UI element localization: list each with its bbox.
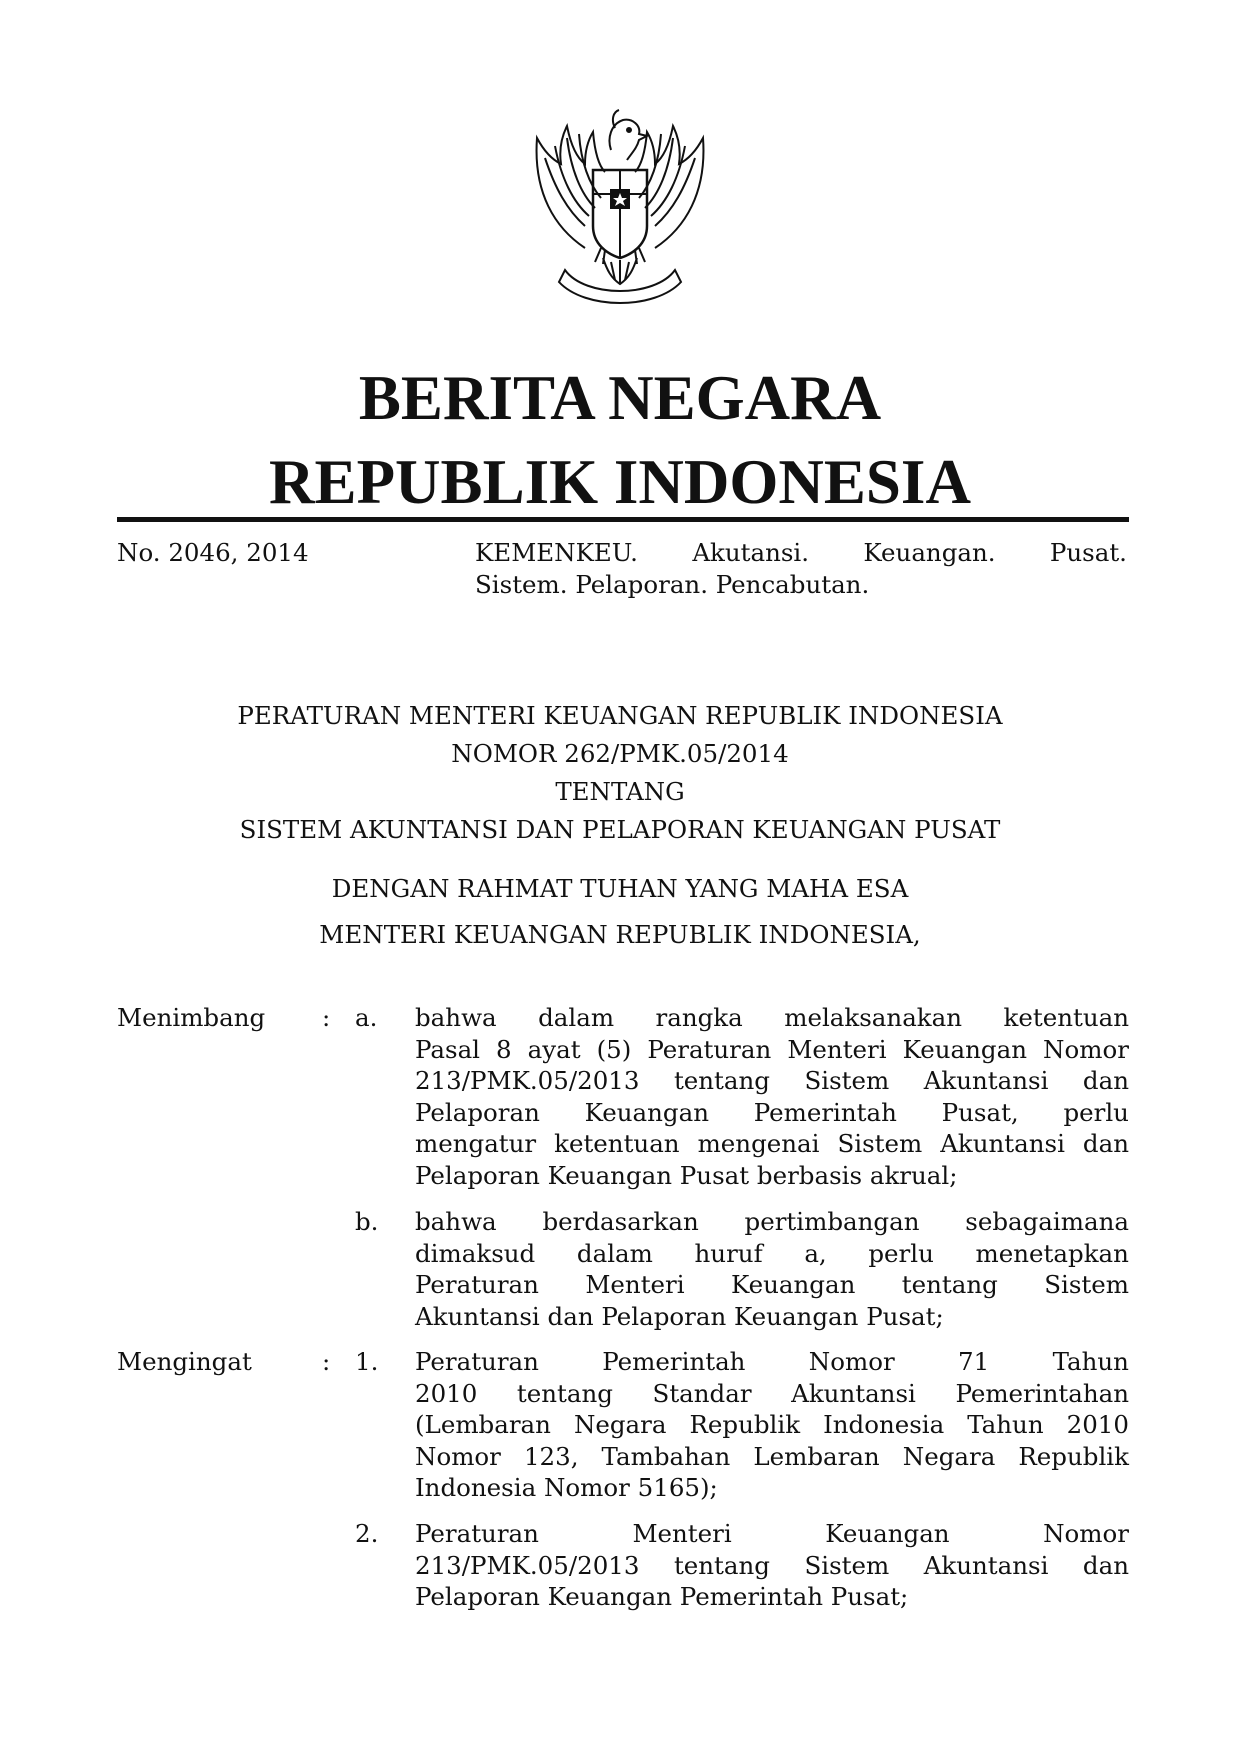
item-text [415,1518,1129,1613]
text-line: Indonesia Nomor 5165); [415,1473,718,1502]
item-mark: 2. [355,1519,379,1548]
subject-keyword: KEMENKEU. [475,538,638,567]
text-line: 2010 tentang Standar Akuntansi Pemerintahan [415,1378,1129,1408]
text-line: Nomor 123, Tambahan Lembaran Negara Republik [415,1441,1129,1471]
item-mark: 1. [355,1347,379,1376]
issuing-authority: MENTERI KEUANGAN REPUBLIK INDONESIA, [319,920,921,949]
text-line: dimaksud dalam huruf a, perlu menetapkan [415,1238,1129,1268]
mengingat-label: Mengingat [117,1347,252,1376]
section-colon: : [322,1347,331,1376]
regulation-about: TENTANG [555,777,685,806]
item-mark: b. [355,1207,379,1236]
text-line: Akuntansi dan Pelaporan Keuangan Pusat; [415,1301,944,1331]
text-line: bahwa berdasarkan pertimbangan sebagaimana [415,1207,1129,1236]
text-line: Pelaporan Keuangan Pemerintah Pusat; [415,1582,909,1611]
subject-keyword: Akutansi. [692,538,810,567]
text-line: Pasal 8 ayat (5) Peraturan Menteri Keuangan Nomor [415,1034,1129,1064]
text-line: bahwa dalam rangka melaksanakan ketentuan [415,1003,1129,1032]
text-line: (Lembaran Negara Republik Indonesia Tahun 2010 [415,1410,1129,1439]
record-subject [475,537,1127,600]
section-colon: : [322,1003,331,1032]
masthead-title-line1: BERITA NEGARA [358,363,882,433]
item-text [415,1346,1129,1504]
record-subject-line2: Sistem. Pelaporan. Pencabutan. [475,569,870,599]
text-line: Peraturan Pemerintah Nomor 71 Tahun [415,1347,1129,1376]
text-line: 213/PMK.05/2013 tentang Sistem Akuntansi dan [415,1066,1129,1095]
masthead-divider [117,517,1129,522]
invocation: DENGAN RAHMAT TUHAN YANG MAHA ESA [331,874,909,903]
regulation-title: PERATURAN MENTERI KEUANGAN REPUBLIK INDONESIA [237,701,1003,730]
masthead-title-line2: REPUBLIK INDONESIA [269,447,971,517]
text-line: 213/PMK.05/2013 tentang Sistem Akuntansi dan [415,1550,1129,1580]
text-line: Peraturan Menteri Keuangan tentang Sistem [415,1270,1129,1299]
regulation-number: NOMOR 262/PMK.05/2014 [451,739,789,768]
garuda-emblem-icon [515,98,725,310]
text-line: mengatur ketentuan mengenai Sistem Akuntansi dan [415,1129,1129,1158]
item-text [415,1002,1129,1191]
subject-keyword: Keuangan. [863,538,996,567]
record-number: No. 2046, 2014 [117,538,309,567]
record-subject-line1 [475,537,1127,569]
text-line: Peraturan Menteri Keuangan Nomor [415,1519,1129,1548]
regulation-subject: SISTEM AKUNTANSI DAN PELAPORAN KEUANGAN PUSAT [239,815,1001,844]
item-mark: a. [355,1003,378,1032]
menimbang-label: Menimbang [117,1003,266,1032]
regulation-heading [0,700,1240,852]
subject-keyword: Pusat. [1049,538,1127,567]
item-text [415,1206,1129,1332]
text-line: Pelaporan Keuangan Pemerintah Pusat, perlu [415,1097,1129,1127]
text-line: Pelaporan Keuangan Pusat berbasis akrual; [415,1160,958,1190]
